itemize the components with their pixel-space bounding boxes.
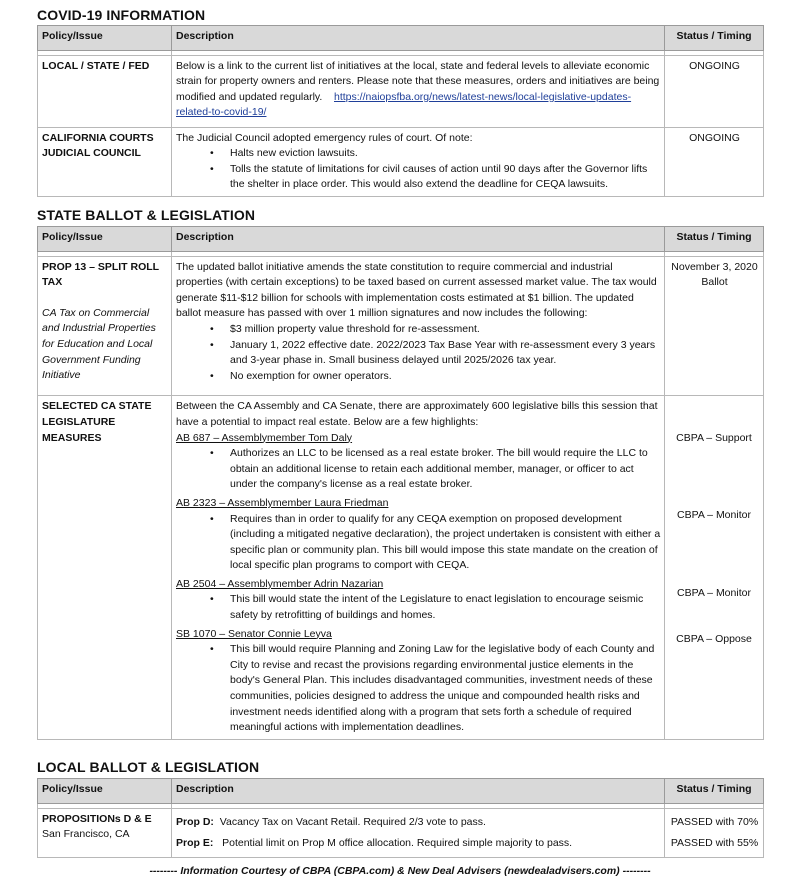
header-description: Description <box>172 227 665 252</box>
footer-credit: -------- Information Courtesy of CBPA (CBPA.com) & New Deal Advisers (newdealadvisers.com) -------- <box>149 865 651 877</box>
header-description: Description <box>172 26 665 51</box>
description-text: The updated ballot initiative amends the state constitution to require commercial and industrial properties (with certain exceptions) to be taxed based on current assessed market value. The tax would generate $11-$12 billion for schools with implementation costs estimated at $1 billion. The updated ballot measure has passed with over 1 million signatures and now includes the following: <box>176 260 657 320</box>
description-text: Between the CA Assembly and CA Senate, there are approximately 600 legislative bills this session that have a potential to impact real estate. Below are a few highlights: <box>176 400 658 428</box>
description-cell <box>172 127 665 196</box>
description-cell <box>172 396 665 739</box>
bullet-list <box>176 512 661 574</box>
list-item: • $3 million property value threshold for re-assessment. <box>230 322 661 338</box>
table-header-row <box>38 227 764 252</box>
table-row <box>38 396 764 739</box>
list-item: • No exemption for owner operators. <box>230 369 661 385</box>
bullet-list <box>176 592 661 623</box>
state-section-title: STATE BALLOT & LEGISLATION <box>37 207 256 223</box>
table-header-row <box>38 26 764 51</box>
table-row <box>38 808 764 857</box>
issue-title: PROP 13 – SPLIT ROLL TAX <box>42 260 159 289</box>
issue-title: PROPOSITIONs D & E <box>42 812 152 825</box>
bill-name: AB 687 – Assemblymember Tom Daly <box>176 431 353 444</box>
covid-updates-link[interactable]: https://naiopsfba.org/news/latest-news/local-legislative-updates-related-to-covid-19/ <box>176 90 632 119</box>
description-cell <box>172 808 665 857</box>
status-cell: ONGOING <box>665 55 764 127</box>
issue-cell <box>38 808 172 857</box>
prop-e-text: Potential limit on Prop M office allocation. Required simple majority to pass. <box>222 836 573 849</box>
description-text: Below is a link to the current list of initiatives at the local, state and federal levels to alleviate economic strain for property owners and renters. Please note that these measures, orders and initiatives are being modified and updated regularly. <box>176 59 660 103</box>
status-text: CBPA – Oppose <box>676 633 752 646</box>
table-header-row <box>38 779 764 804</box>
header-status: Status / Timing <box>665 227 764 252</box>
status-text: CBPA – Monitor <box>677 509 751 522</box>
bill-name: AB 2504 – Assemblymember Adrin Nazarian <box>176 577 384 590</box>
issue-subtitle: CA Tax on Commercial and Industrial Properties for Education and Local Government Funding Initiative <box>42 306 156 382</box>
bill-name: AB 2323 – Assemblymember Laura Friedman <box>176 496 389 509</box>
bullet-list <box>176 146 661 193</box>
header-description: Description <box>172 779 665 804</box>
header-status: Status / Timing <box>665 26 764 51</box>
table-row <box>38 256 764 396</box>
prop-d-label: Prop D: <box>176 815 214 828</box>
covid-table <box>37 25 764 197</box>
covid-section-title: COVID-19 INFORMATION <box>37 7 206 23</box>
issue-location: San Francisco, CA <box>42 828 130 841</box>
header-policy: Policy/Issue <box>38 26 172 51</box>
description-cell <box>172 256 665 396</box>
list-item: • This bill would require Planning and Zoning Law for the legislative body of each County and City to revise and recast the provisions regarding environmental justice elements in the body's General Plan. This includes disadvantaged communities, investment needs of these communities, policies designed to address the unique and compounded health risks and investment needs identified along with a program that sets forth a schedule of required meaningful actions with implementation deadlines. <box>230 642 661 736</box>
issue-cell: SELECTED CA STATE LEGISLATURE MEASURES <box>38 396 172 739</box>
description-text: The Judicial Council adopted emergency rules of court. Of note: <box>176 131 473 144</box>
bullet-list <box>176 642 661 736</box>
bill-name: SB 1070 – Senator Connie Leyva <box>176 627 332 640</box>
status-text: CBPA – Support <box>676 432 752 445</box>
header-status: Status / Timing <box>665 779 764 804</box>
header-policy: Policy/Issue <box>38 779 172 804</box>
state-table <box>37 226 764 740</box>
issue-cell: LOCAL / STATE / FED <box>38 55 172 127</box>
issue-cell: CALIFORNIA COURTS JUDICIAL COUNCIL <box>38 127 172 196</box>
list-item: • January 1, 2022 effective date. 2022/2023 Tax Base Year with re-assessment every 3 years and 3-year phase in. Small business delayed until 2025/2026 tax year. <box>230 338 661 369</box>
status-cell: November 3, 2020 Ballot <box>665 256 764 396</box>
status-text: CBPA – Monitor <box>677 587 751 600</box>
bullet-list <box>176 322 661 384</box>
description-cell <box>172 55 665 127</box>
list-item: • Tolls the statute of limitations for civil causes of action until 90 days after the Governor lifts the shelter in place order. This would also extend the deadline for CEQA lawsuits. <box>230 162 661 193</box>
prop-d-text: Vacancy Tax on Vacant Retail. Required 2/3 vote to pass. <box>219 815 486 828</box>
local-table <box>37 778 764 858</box>
prop-e-label: Prop E: <box>176 836 214 849</box>
status-cell <box>665 396 764 739</box>
status-text: PASSED with 55% <box>670 836 759 849</box>
issue-cell <box>38 256 172 396</box>
table-row <box>38 127 764 196</box>
local-section-title: LOCAL BALLOT & LEGISLATION <box>37 759 260 775</box>
table-row <box>38 55 764 127</box>
bullet-list <box>176 446 661 493</box>
list-item: • Requires than in order to qualify for any CEQA exemption on proposed development (including a mitigated negative declaration), the project undertaken is consistent with either a specific plan or community plan. This bill would impose this state mandate on the creation of local specific plan programs to comport with CEQA. <box>230 512 661 574</box>
header-policy: Policy/Issue <box>38 227 172 252</box>
list-item: • This bill would state the intent of the Legislature to enact legislation to encourage seismic safety by retrofitting of buildings and homes. <box>230 592 661 623</box>
list-item: • Authorizes an LLC to be licensed as a real estate broker. The bill would require the LLC to obtain an additional license to retain each additional member, manager, or officer to act under the company's license as a real estate broker. <box>230 446 661 493</box>
list-item: • Halts new eviction lawsuits. <box>230 146 661 162</box>
status-text: PASSED with 70% <box>670 815 759 828</box>
status-cell <box>665 808 764 857</box>
status-cell: ONGOING <box>665 127 764 196</box>
